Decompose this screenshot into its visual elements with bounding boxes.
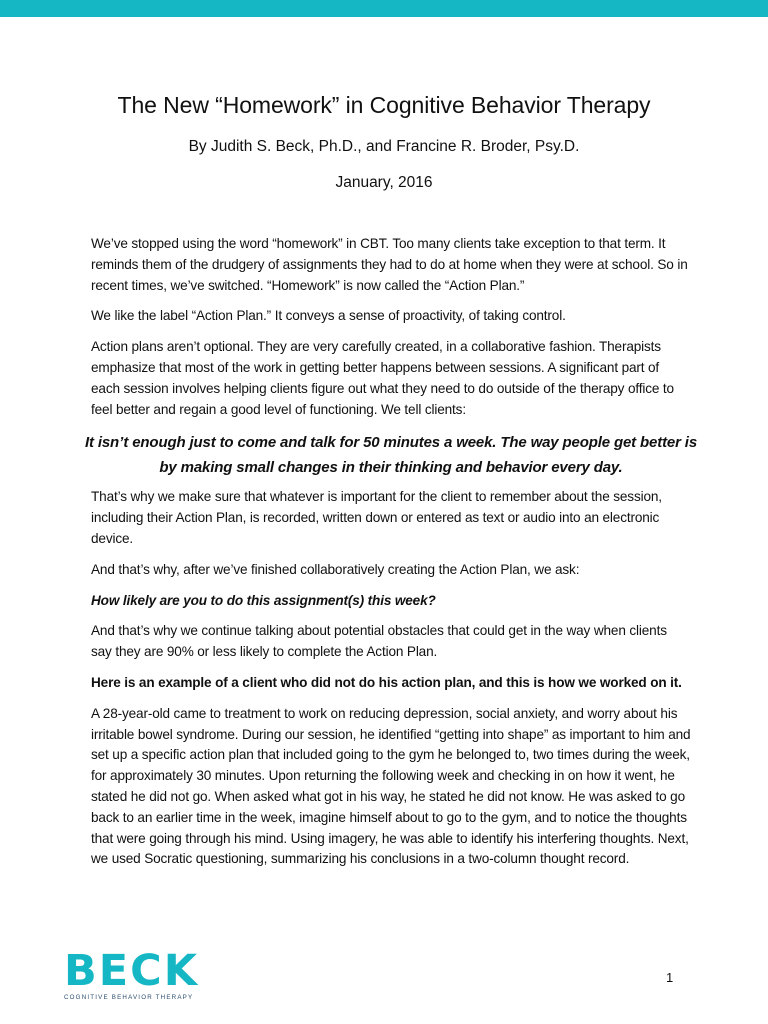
logo-wordmark: BECK bbox=[64, 946, 200, 996]
paragraph: We’ve stopped using the word “homework” in CBT. Too many clients take exception to that term. It reminds them of the drudgery of assignments they had to do at home when they were at school. So in recent times, we’ve switched. “Homework” is now called the “Action Plan.” bbox=[91, 236, 688, 293]
logo-tagline: COGNITIVE BEHAVIOR THERAPY bbox=[64, 994, 194, 1001]
header-accent-bar bbox=[0, 0, 768, 17]
page-number: 1 bbox=[666, 970, 674, 985]
paragraph: A 28-year-old came to treatment to work on reducing depression, social anxiety, and worry about his irritable bowel syndrome. During our session, he identified “getting into shape” as important to him and set up a specific action plan that included going to the gym he belonged to, two times during the week, for approximately 30 minutes. Upon returning the following week and checking in on how it went, he stated he did not go. When asked what got in his way, he stated he did not know. He was asked to go back to an earlier time in the week, imagine himself about to go to the gym, and to notice the thoughts that were going through his mind. Using imagery, he was able to identify his interfering thoughts. Next, we used Socratic questioning, summarizing his conclusions in a two-column thought record. bbox=[91, 705, 691, 867]
paragraph: Action plans aren’t optional. They are very carefully created, in a collaborative fashion. Therapists emphasize that most of the work in getting better happens between sessions. A significant part of each session involves helping clients figure out what they need to do outside of the therapy office to feel better and regain a good level of functioning. We tell clients: bbox=[91, 339, 674, 417]
pull-quote: It isn’t enough just to come and talk for 50 minutes a week. The way people get better is by making small changes in their thinking and behavior every day. bbox=[84, 434, 698, 477]
beck-logo bbox=[64, 946, 204, 1001]
document-title: The New “Homework” in Cognitive Behavior Therapy bbox=[117, 92, 651, 118]
question-text: How likely are you to do this assignment(s) this week? bbox=[91, 592, 436, 608]
example-heading: Here is an example of a client who did not do his action plan, and this is how we worked on it. bbox=[91, 674, 682, 690]
paragraph: We like the label “Action Plan.” It conveys a sense of proactivity, of taking control. bbox=[91, 308, 566, 324]
author-byline: By Judith S. Beck, Ph.D., and Francine R. Broder, Psy.D. bbox=[188, 138, 580, 155]
paragraph: And that’s why, after we’ve finished collaboratively creating the Action Plan, we ask: bbox=[91, 561, 580, 577]
paragraph: That’s why we make sure that whatever is important for the client to remember about the session, including their Action Plan, is recorded, written down or entered as text or audio into an electronic device. bbox=[91, 489, 662, 546]
article-body bbox=[84, 234, 698, 880]
paragraph: And that’s why we continue talking about potential obstacles that could get in the way when clients say they are 90% or less likely to complete the Action Plan. bbox=[91, 623, 667, 660]
publication-date: January, 2016 bbox=[335, 174, 433, 191]
